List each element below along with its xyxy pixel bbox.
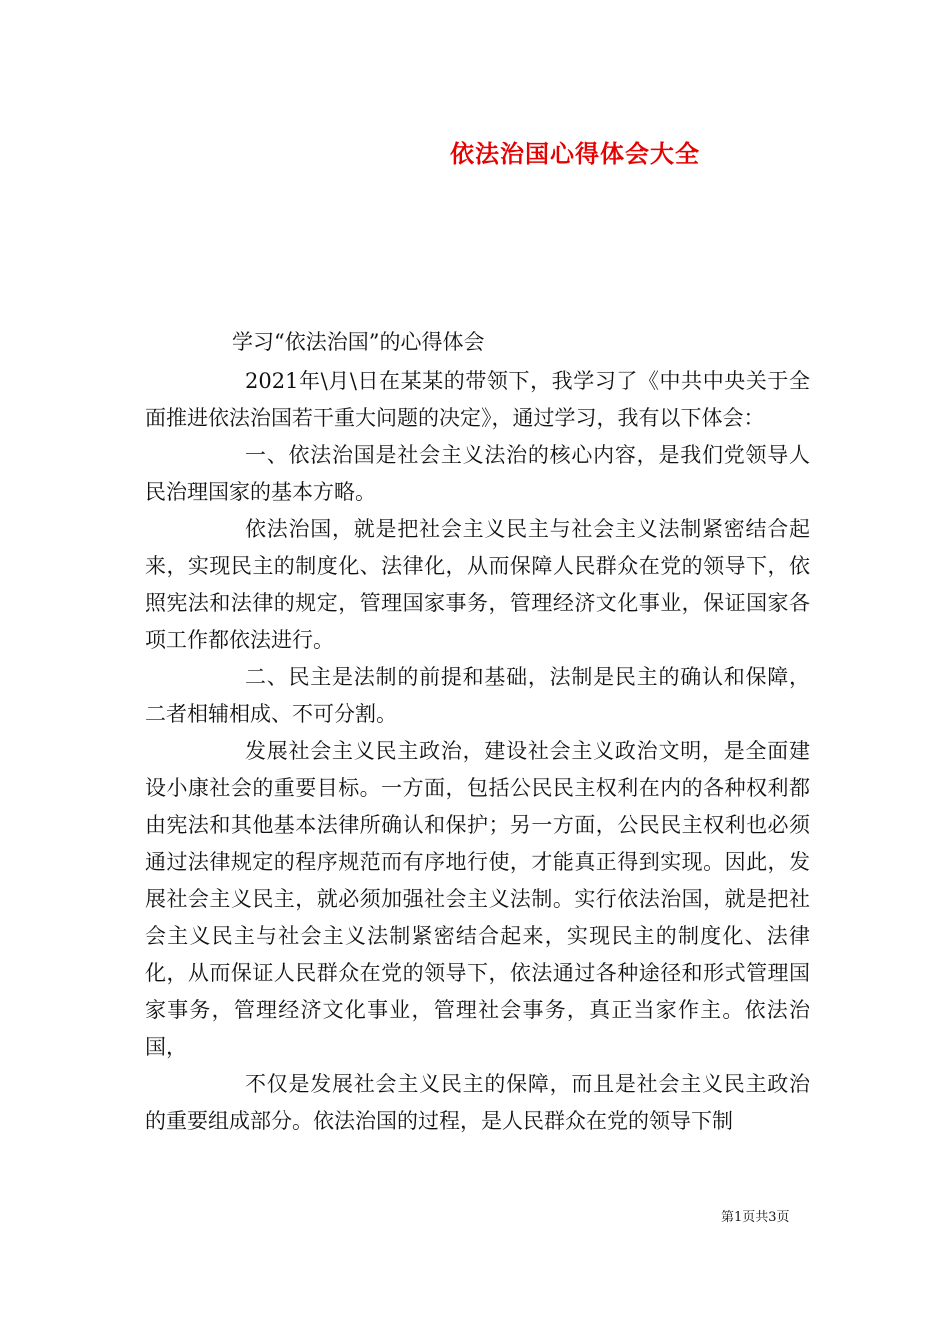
paragraph-intro: 2021年\月\日在某某的带领下，我学习了《中共中央关于全面推进依法治国若干重大问题的决定》，通过学习，我有以下体会： (145, 369, 810, 430)
document-body (145, 363, 810, 1140)
page-number: 第1页共3页 (721, 1210, 790, 1225)
document-title: 依法治国心得体会大全 (450, 139, 700, 168)
paragraph-rule-of-law: 依法治国，就是把社会主义民主与社会主义法制紧密结合起来，实现民主的制度化、法律化，从而保障人民群众在党的领导下，依照宪法和法律的规定，管理国家事务，管理经济文化事业，保证国家各项工作都依法进行。 (145, 517, 810, 652)
paragraph-democracy: 发展社会主义民主政治，建设社会主义政治文明，是全面建设小康社会的重要目标。一方面，包括公民民主权利在内的各种权利都由宪法和其他基本法律所确认和保护；另一方面，公民民主权利也必须通过法律规定的程序规范而有序地行使，才能真正得到实现。因此，发展社会主义民主，就必须加强社会主义法制。实行依法治国，就是把社会主义民主与社会主义法制紧密结合起来，实现民主的制度化、法律化，从而保证人民群众在党的领导下，依法通过各种途径和形式管理国家事务，管理经济文化事业，管理社会事务，真正当家作主。依法治国， (145, 739, 810, 1059)
paragraph-point-one: 一、依法治国是社会主义法治的核心内容，是我们党领导人民治理国家的基本方略。 (145, 443, 810, 504)
paragraph-point-two: 二、民主是法制的前提和基础，法制是民主的确认和保障，二者相辅相成、不可分割。 (145, 665, 810, 726)
document-subtitle: 学习“依法治国”的心得体会 (232, 330, 485, 354)
paragraph-continuation: 不仅是发展社会主义民主的保障，而且是社会主义民主政治的重要组成部分。依法治国的过程，是人民群众在党的领导下制 (145, 1072, 810, 1133)
